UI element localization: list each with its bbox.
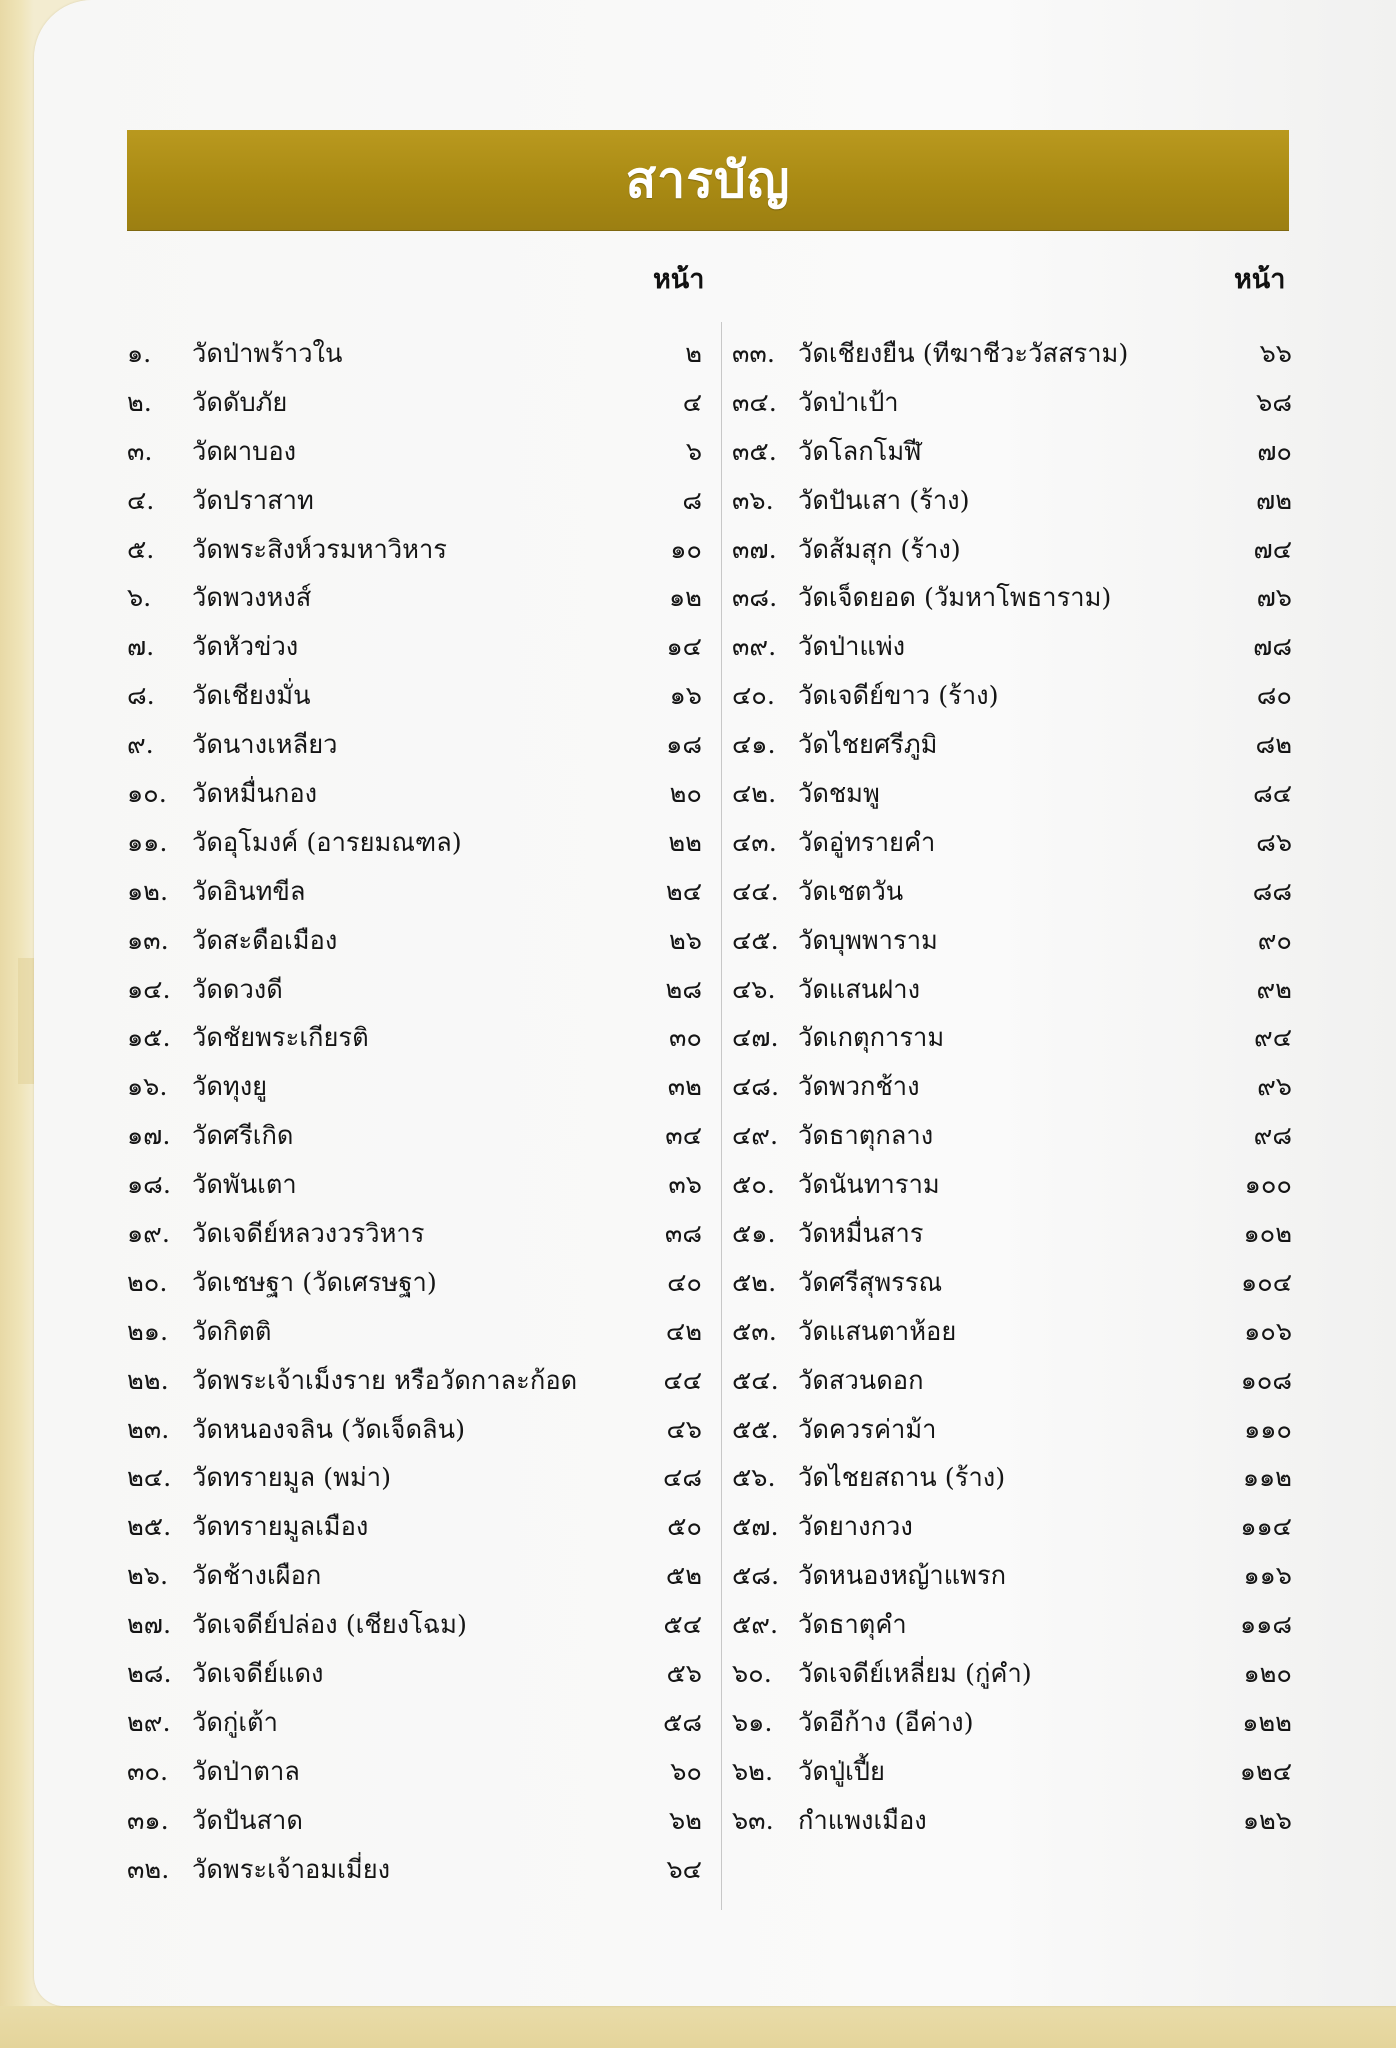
toc-entry-number: ๒๐. — [127, 1267, 168, 1298]
toc-entry-number: ๒๙. — [127, 1707, 171, 1738]
toc-entry-number: ๕๙. — [732, 1610, 779, 1641]
toc-entry[interactable] — [127, 1552, 702, 1601]
toc-entry[interactable] — [732, 1797, 1292, 1846]
toc-entry[interactable] — [732, 1161, 1292, 1210]
toc-entry-page: ๘๐ — [1256, 681, 1292, 712]
toc-entry-number: ๒๗. — [127, 1610, 172, 1641]
toc-entry-number: ๓๙. — [732, 632, 777, 663]
toc-entry[interactable] — [732, 819, 1292, 868]
toc-entry-title: วัดกิตติ — [192, 1316, 272, 1347]
toc-entry-page: ๖๖ — [1259, 339, 1292, 369]
toc-entry-number: ๖. — [127, 583, 152, 614]
toc-entry[interactable] — [732, 1748, 1292, 1797]
toc-entry-page: ๖๘ — [1256, 387, 1292, 418]
toc-entry[interactable] — [127, 770, 702, 819]
toc-entry-page: ๙๐ — [1257, 925, 1292, 956]
toc-entry[interactable] — [732, 1259, 1292, 1308]
toc-entry-page: ๔๐ — [667, 1267, 702, 1298]
toc-entry[interactable] — [732, 526, 1292, 575]
toc-entry[interactable] — [127, 1601, 702, 1650]
toc-entry-number: ๑. — [127, 339, 152, 369]
toc-entry-title: วัดพระเจ้าเม็งราย หรือวัดกาละก้อด — [192, 1365, 578, 1396]
toc-entry-page: ๕๘ — [663, 1707, 702, 1738]
toc-entry-page: ๓๖ — [668, 1170, 702, 1201]
toc-entry-number: ๑๖. — [127, 1072, 168, 1103]
toc-entry-number: ๕๔. — [732, 1365, 779, 1396]
toc-entry-number: ๔. — [127, 485, 155, 516]
toc-entry[interactable] — [732, 966, 1292, 1015]
toc-entry-page: ๗๘ — [1253, 632, 1292, 663]
toc-entry[interactable] — [732, 917, 1292, 966]
toc-entry-title: วัดศรีสุพรรณ — [798, 1267, 943, 1298]
toc-entry-page: ๓๒ — [667, 1072, 702, 1103]
toc-entry-number: ๒๒. — [127, 1365, 169, 1396]
toc-entry[interactable] — [127, 966, 702, 1015]
toc-entry-title: กำแพงเมือง — [798, 1805, 927, 1836]
toc-entry-page: ๖ — [685, 436, 702, 467]
toc-entry[interactable] — [732, 1699, 1292, 1748]
toc-entry-page: ๔๖ — [666, 1414, 702, 1445]
toc-entry-title: วัดโลกโมฬี — [798, 436, 922, 467]
toc-entry-number: ๒๔. — [127, 1463, 172, 1494]
toc-entry-title: วัดกู่เต้า — [192, 1707, 278, 1738]
toc-entry-title: วัดนันทาราม — [798, 1170, 940, 1201]
toc-entry[interactable] — [732, 477, 1292, 526]
toc-entry-number: ๖๓. — [732, 1805, 774, 1836]
toc-entry-page: ๕๒ — [665, 1561, 702, 1592]
toc-entry-page: ๑๐๐ — [1244, 1170, 1292, 1201]
toc-entry-number: ๒๑. — [127, 1316, 169, 1347]
toc-entry-title: วัดแสนตาห้อย — [798, 1316, 957, 1347]
toc-entry[interactable] — [127, 917, 702, 966]
toc-entry[interactable] — [127, 526, 702, 575]
toc-entry-number: ๓๓. — [732, 339, 775, 369]
toc-entry-number: ๑๙. — [127, 1219, 170, 1250]
toc-entry-page: ๖๒ — [669, 1805, 702, 1836]
toc-entry-page: ๒๒ — [668, 827, 702, 858]
toc-entry[interactable] — [127, 1748, 702, 1797]
toc-entry-number: ๕. — [127, 534, 155, 565]
toc-entry-title: วัดป่าพร้าวใน — [192, 339, 343, 369]
page-column-header-right: หน้า — [1234, 264, 1286, 295]
toc-entry-title: วัดหมื่นสาร — [798, 1219, 924, 1250]
toc-entry-page: ๔๘ — [663, 1463, 702, 1494]
toc-entry-title: วัดปันสาด — [192, 1805, 303, 1836]
toc-entry-page: ๖๔ — [666, 1854, 702, 1885]
toc-entry-title: วัดยางกวง — [798, 1512, 913, 1543]
toc-entry-number: ๔๙. — [732, 1121, 779, 1152]
toc-entry-page: ๙๖ — [1257, 1072, 1292, 1103]
toc-entry-title: วัดธาตุกลาง — [798, 1121, 934, 1152]
toc-entry-title: วัดชมพู — [798, 779, 880, 810]
toc-entry-title: วัดพวกช้าง — [798, 1072, 920, 1103]
toc-entry-page: ๑๐๖ — [1244, 1316, 1292, 1347]
toc-entry[interactable] — [127, 1406, 702, 1455]
toc-entry-title: วัดปู่เปี้ย — [798, 1756, 885, 1787]
toc-entry-number: ๑๑. — [127, 827, 168, 858]
toc-entry-title: วัดหนองจลิน (วัดเจ็ดลิน) — [192, 1414, 466, 1445]
toc-entry[interactable] — [732, 1601, 1292, 1650]
toc-entry-page: ๑๑๒ — [1242, 1463, 1292, 1494]
toc-entry-title: วัดไชยศรีภูมิ — [798, 730, 938, 761]
toc-entry-title: วัดป่าตาล — [192, 1756, 300, 1787]
toc-entry-title: วัดป่าแพ่ง — [798, 632, 906, 663]
title-banner — [127, 130, 1289, 230]
toc-entry-number: ๖๒. — [732, 1756, 774, 1787]
toc-entry-number: ๗. — [127, 632, 155, 663]
toc-left-column — [127, 330, 702, 1895]
toc-entry-title: วัดหนองหญ้าแพรก — [798, 1561, 1007, 1592]
toc-entry[interactable] — [127, 1503, 702, 1552]
toc-entry-title: วัดเจดีย์แดง — [192, 1659, 324, 1690]
toc-entry[interactable] — [127, 1112, 702, 1161]
toc-entry[interactable] — [732, 1454, 1292, 1503]
toc-entry[interactable] — [732, 868, 1292, 917]
toc-entry-title: วัดนางเหลียว — [192, 730, 338, 761]
toc-entry-title: วัดเจดีย์ขาว (ร้าง) — [798, 681, 999, 712]
toc-entry-page: ๘๔ — [1253, 779, 1292, 810]
toc-entry-page: ๗๖ — [1256, 583, 1292, 614]
toc-entry[interactable] — [127, 672, 702, 721]
toc-entry-title: วัดผาบอง — [192, 436, 297, 467]
toc-entry[interactable] — [732, 623, 1292, 672]
toc-entry-number: ๕๓. — [732, 1316, 777, 1347]
toc-entry-number: ๓๒. — [127, 1854, 170, 1885]
toc-entry-number: ๑๕. — [127, 1023, 171, 1054]
toc-entry-number: ๓๐. — [127, 1756, 169, 1787]
toc-entry[interactable] — [127, 428, 702, 477]
toc-entry-title: วัดเกตุการาม — [798, 1023, 945, 1054]
toc-entry-page: ๑๐๒ — [1243, 1219, 1292, 1250]
toc-entry-title: วัดปันเสา (ร้าง) — [798, 485, 970, 516]
toc-entry[interactable] — [127, 1699, 702, 1748]
toc-entry[interactable] — [732, 379, 1292, 428]
toc-entry[interactable] — [127, 379, 702, 428]
toc-entry[interactable] — [732, 1112, 1292, 1161]
toc-entry-page: ๑๐ — [670, 534, 702, 565]
toc-entry-number: ๒๘. — [127, 1659, 172, 1690]
toc-entry-title: วัดเชตวัน — [798, 876, 904, 907]
toc-entry-number: ๕๒. — [732, 1267, 777, 1298]
toc-entry-number: ๕๘. — [732, 1561, 780, 1592]
toc-entry-page: ๑๒ — [669, 583, 702, 614]
toc-entry-page: ๑๑๘ — [1239, 1610, 1292, 1641]
toc-entry[interactable] — [127, 1797, 702, 1846]
toc-entry-title: วัดพวงหงส์ — [192, 583, 312, 614]
toc-entry-page: ๕๐ — [667, 1512, 702, 1543]
toc-entry[interactable] — [127, 868, 702, 917]
toc-entry-page: ๕๖ — [666, 1659, 702, 1690]
toc-entry-number: ๑๓. — [127, 925, 169, 956]
toc-entry-number: ๔๕. — [732, 925, 779, 956]
toc-entry[interactable] — [732, 574, 1292, 623]
toc-entry[interactable] — [732, 1014, 1292, 1063]
toc-entry-title: วัดดวงดี — [192, 974, 283, 1005]
page-title: สารบัญ — [625, 150, 791, 209]
page-bottom-edge — [0, 2006, 1396, 2048]
toc-entry-page: ๗๒ — [1256, 485, 1292, 516]
toc-entry[interactable] — [127, 1259, 702, 1308]
toc-entry-number: ๕๕. — [732, 1414, 779, 1445]
toc-entry-page: ๑๑๖ — [1243, 1561, 1292, 1592]
toc-entry-title: วัดอู่ทรายคำ — [798, 827, 936, 858]
toc-entry-number: ๔๗. — [732, 1023, 779, 1054]
toc-entry-title: วัดพระสิงห์วรมหาวิหาร — [192, 534, 447, 565]
toc-entry-title: วัดเจดีย์หลวงวรวิหาร — [192, 1219, 425, 1250]
toc-entry-title: วัดบุพพาราม — [798, 925, 938, 956]
toc-entry-page: ๕๔ — [663, 1610, 702, 1641]
toc-entry-title: วัดดับภัย — [192, 387, 288, 418]
toc-entry-number: ๑๒. — [127, 876, 169, 907]
toc-entry[interactable] — [732, 1308, 1292, 1357]
toc-entry-title: วัดอุโมงค์ (อารยมณฑล) — [192, 827, 462, 858]
toc-entry[interactable] — [732, 721, 1292, 770]
toc-entry[interactable] — [732, 1063, 1292, 1112]
toc-entry-page: ๒๖ — [669, 925, 702, 956]
toc-entry[interactable] — [127, 1357, 702, 1406]
toc-entry[interactable] — [127, 721, 702, 770]
toc-entry[interactable] — [732, 1503, 1292, 1552]
toc-entry-title: วัดสวนดอก — [798, 1365, 924, 1396]
toc-entry-title: วัดปราสาท — [192, 485, 314, 516]
toc-entry-title: วัดเจดีย์ปล่อง (เชียงโฉม) — [192, 1610, 467, 1641]
toc-entry[interactable] — [127, 1063, 702, 1112]
toc-entry-page: ๑๖ — [669, 681, 702, 712]
toc-entry-number: ๒๕. — [127, 1512, 172, 1543]
toc-right-column — [732, 330, 1292, 1846]
toc-entry-number: ๑๔. — [127, 974, 171, 1005]
toc-entry-number: ๘. — [127, 681, 155, 712]
toc-entry[interactable] — [732, 1357, 1292, 1406]
toc-entry-number: ๕๑. — [732, 1219, 776, 1250]
toc-entry-title: วัดพันเตา — [192, 1170, 297, 1201]
toc-entry-number: ๔๔. — [732, 876, 779, 907]
toc-entry[interactable] — [732, 330, 1292, 379]
toc-entry-page: ๑๐๘ — [1240, 1365, 1292, 1396]
toc-entry-number: ๒. — [127, 387, 152, 418]
toc-entry-number: ๓๗. — [732, 534, 777, 565]
toc-entry-title: วัดหมื่นกอง — [192, 779, 318, 810]
toc-entry-title: วัดทุงยู — [192, 1072, 268, 1103]
toc-entry[interactable] — [732, 672, 1292, 721]
toc-entry-number: ๖๑. — [732, 1707, 773, 1738]
toc-entry-page: ๑๘ — [666, 730, 702, 761]
toc-entry-page: ๑๒๔ — [1239, 1756, 1292, 1787]
toc-entry-title: วัดอีก้าง (อีค่าง) — [798, 1707, 974, 1738]
toc-entry-page: ๘ — [682, 485, 702, 516]
toc-entry-title: วัดอินทขีล — [192, 876, 306, 907]
toc-entry-number: ๔๑. — [732, 730, 776, 761]
toc-entry-title: วัดพระเจ้าอมเมี่ยง — [192, 1854, 391, 1885]
toc-entry[interactable] — [127, 1454, 702, 1503]
toc-entry-page: ๑๑๔ — [1240, 1512, 1292, 1543]
toc-entry-page: ๙๔ — [1254, 1023, 1292, 1054]
toc-entry-number: ๓๖. — [732, 485, 774, 516]
toc-entry-title: วัดเชียงยืน (ทีฆาชีวะวัสสราม) — [798, 339, 1129, 369]
toc-entry[interactable] — [127, 1014, 702, 1063]
toc-entry-page: ๑๐๔ — [1240, 1267, 1292, 1298]
toc-entry-page: ๖๐ — [670, 1756, 702, 1787]
toc-entry[interactable] — [127, 819, 702, 868]
toc-entry-page: ๒ — [685, 339, 702, 369]
toc-entry-title: วัดทรายมูล (พม่า) — [192, 1463, 392, 1494]
toc-entry[interactable] — [732, 1406, 1292, 1455]
toc-entry-title: วัดหัวข่วง — [192, 632, 299, 663]
toc-entry[interactable] — [732, 1650, 1292, 1699]
toc-entry-number: ๒๖. — [127, 1561, 169, 1592]
toc-entry-number: ๔๓. — [732, 827, 777, 858]
toc-entry-page: ๗๐ — [1257, 436, 1292, 467]
toc-entry-title: วัดช้างเผือก — [192, 1561, 322, 1592]
toc-entry-number: ๑๗. — [127, 1121, 171, 1152]
toc-entry-title: วัดธาตุคำ — [798, 1610, 907, 1641]
toc-entry-number: ๙. — [127, 730, 154, 761]
toc-entry-number: ๓. — [127, 436, 153, 467]
toc-entry-title: วัดเชียงมั่น — [192, 681, 311, 712]
toc-entry-page: ๓๘ — [664, 1219, 702, 1250]
toc-entry-page: ๔๔ — [663, 1365, 702, 1396]
toc-entry-number: ๔๒. — [732, 779, 777, 810]
toc-entry[interactable] — [127, 1210, 702, 1259]
toc-entry-page: ๙๘ — [1253, 1121, 1292, 1152]
toc-entry-page: ๓๔ — [665, 1121, 702, 1152]
toc-entry-number: ๓๑. — [127, 1805, 169, 1836]
toc-entry-page: ๔๒ — [665, 1316, 702, 1347]
toc-entry-page: ๑๒๒ — [1242, 1707, 1292, 1738]
toc-entry-page: ๒๐ — [669, 779, 702, 810]
toc-entry[interactable] — [127, 1308, 702, 1357]
toc-entry-page: ๑๒๖ — [1242, 1805, 1292, 1836]
toc-entry-page: ๘๒ — [1255, 730, 1292, 761]
toc-entry-page: ๘๘ — [1252, 876, 1292, 907]
toc-entry[interactable] — [127, 330, 702, 379]
toc-entry-title: วัดทรายมูลเมือง — [192, 1512, 369, 1543]
toc-entry-title: วัดเจ็ดยอด (วัมหาโพธาราม) — [798, 583, 1112, 614]
toc-entry-number: ๒๓. — [127, 1414, 170, 1445]
toc-entry[interactable] — [127, 477, 702, 526]
toc-entry-title: วัดควรค่าม้า — [798, 1414, 937, 1445]
toc-entry-number: ๕๖. — [732, 1463, 776, 1494]
toc-entry-page: ๒๘ — [665, 974, 702, 1005]
toc-entry[interactable] — [127, 1650, 702, 1699]
toc-entry[interactable] — [127, 1846, 702, 1895]
toc-entry[interactable] — [732, 1552, 1292, 1601]
toc-entry-page: ๑๑๐ — [1244, 1414, 1292, 1445]
toc-entry-number: ๖๐. — [732, 1659, 772, 1690]
toc-entry[interactable] — [732, 428, 1292, 477]
toc-entry[interactable] — [127, 574, 702, 623]
toc-entry-title: วัดส้มสุก (ร้าง) — [798, 534, 961, 565]
toc-entry[interactable] — [127, 623, 702, 672]
toc-entry-page: ๗๔ — [1253, 534, 1292, 565]
toc-entry[interactable] — [732, 770, 1292, 819]
toc-entry-number: ๑๘. — [127, 1170, 171, 1201]
toc-entry-page: ๙๒ — [1256, 974, 1292, 1005]
toc-entry[interactable] — [127, 1161, 702, 1210]
toc-entry-number: ๓๔. — [732, 387, 777, 418]
toc-entry-page: ๔ — [682, 387, 702, 418]
toc-entry-title: วัดชัยพระเกียรติ — [192, 1023, 369, 1054]
toc-entry-title: วัดสะดือเมือง — [192, 925, 338, 956]
toc-entry[interactable] — [732, 1210, 1292, 1259]
page-column-header-left: หน้า — [653, 264, 705, 295]
toc-entry-page: ๒๔ — [665, 876, 702, 907]
toc-entry-number: ๕๗. — [732, 1512, 779, 1543]
toc-entry-page: ๘๖ — [1256, 827, 1292, 858]
toc-entry-page: ๑๔ — [666, 632, 702, 663]
toc-entry-title: วัดแสนฝาง — [798, 974, 921, 1005]
toc-entry-title: วัดเจดีย์เหลี่ยม (กู่คำ) — [798, 1659, 1032, 1690]
toc-entry-title: วัดเชษฐา (วัดเศรษฐา) — [192, 1267, 437, 1298]
toc-entry-page: ๓๐ — [669, 1023, 702, 1054]
toc-entry-number: ๓๕. — [732, 436, 777, 467]
toc-entry-number: ๔๐. — [732, 681, 775, 712]
toc-entry-number: ๔๘. — [732, 1072, 780, 1103]
toc-entry-number: ๕๐. — [732, 1170, 775, 1201]
toc-entry-title: วัดป่าเป้า — [798, 387, 899, 418]
toc-entry-number: ๑๐. — [127, 779, 167, 810]
toc-entry-page: ๑๒๐ — [1243, 1659, 1292, 1690]
toc-entry-number: ๓๘. — [732, 583, 778, 614]
column-divider — [721, 322, 722, 1910]
toc-entry-number: ๔๖. — [732, 974, 776, 1005]
toc-entry-title: วัดไชยสถาน (ร้าง) — [798, 1463, 1006, 1494]
toc-entry-title: วัดศรีเกิด — [192, 1121, 294, 1152]
